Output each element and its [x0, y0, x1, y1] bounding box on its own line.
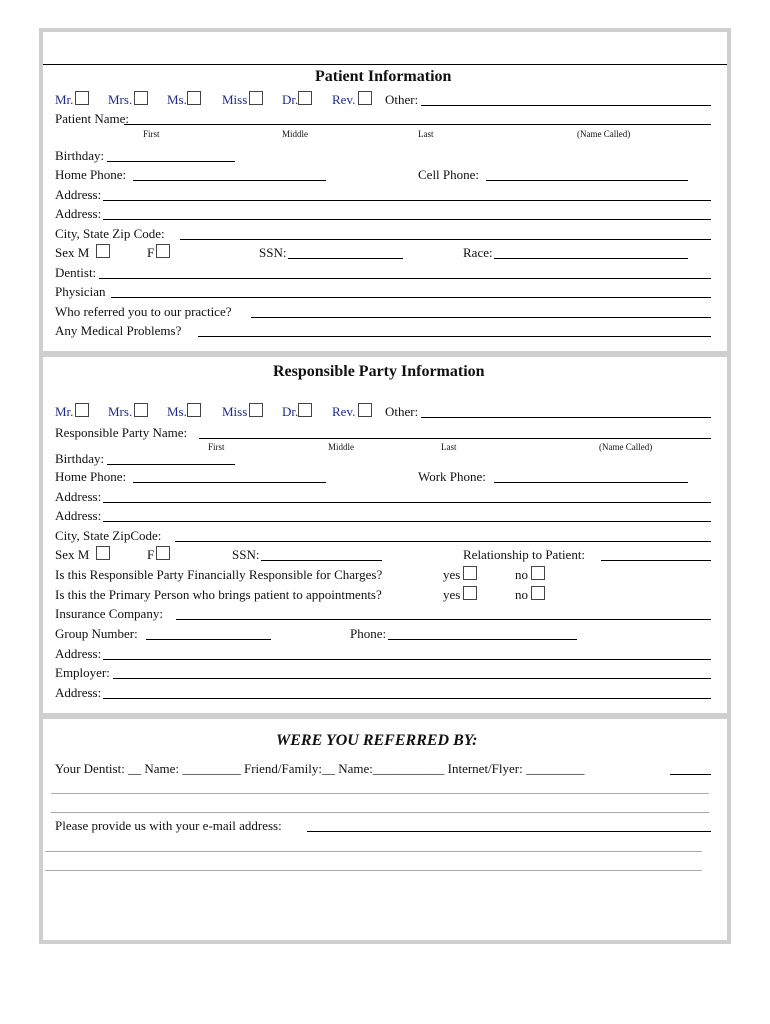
patient-section-title: Patient Information [315, 68, 452, 85]
medical-problems-label: Any Medical Problems? [55, 323, 182, 338]
primary-no-checkbox[interactable] [531, 586, 545, 600]
dr-checkbox[interactable] [298, 91, 312, 105]
relationship-label: Relationship to Patient: [463, 547, 586, 562]
race-field[interactable] [494, 258, 688, 259]
other-label: Other: [385, 92, 419, 107]
birthday-label: Birthday: [55, 148, 105, 163]
home-phone-label: Home Phone: [55, 167, 127, 182]
rp-name-field[interactable] [199, 438, 711, 439]
salutation-mr: Mr. [55, 404, 74, 419]
first-caption: First [208, 442, 225, 452]
last-caption: Last [418, 129, 434, 139]
insurance-address-field[interactable] [103, 659, 711, 660]
salutation-ms: Ms. [167, 92, 187, 107]
rp-address-label: Address: [55, 489, 102, 504]
referral-options-line: Your Dentist: __ Name: _________ Friend/Family:__ Name:___________ Internet/Flyer: _________ [55, 761, 585, 776]
responsible-section-title: Responsible Party Information [273, 363, 485, 380]
address2-label: Address: [55, 206, 102, 221]
physician-label: Physician [55, 284, 106, 299]
referral-notes-line[interactable] [51, 812, 709, 813]
financial-no-checkbox[interactable] [531, 566, 545, 580]
email-notes-line[interactable] [45, 851, 702, 852]
rp-address2-label: Address: [55, 508, 102, 523]
salutation-ms: Ms. [167, 404, 187, 419]
name-called-caption: (Name Called) [599, 442, 653, 452]
rp-sex-f-checkbox[interactable] [156, 546, 170, 560]
medical-problems-field[interactable] [198, 336, 711, 337]
ssn-field[interactable] [288, 258, 403, 259]
city-state-zip-field[interactable] [180, 239, 711, 240]
address-field[interactable] [103, 200, 711, 201]
section-divider [39, 351, 731, 357]
group-number-label: Group Number: [55, 626, 138, 641]
rp-home-phone-label: Home Phone: [55, 469, 127, 484]
other-field[interactable] [421, 105, 711, 106]
insurance-phone-label: Phone: [350, 626, 387, 641]
employer-label: Employer: [55, 665, 110, 680]
address-label: Address: [55, 187, 102, 202]
mrs-checkbox[interactable] [134, 91, 148, 105]
rp-sex-f-label: F [147, 547, 155, 562]
ssn-label: SSN: [259, 245, 287, 260]
salutation-rev: Rev. [332, 92, 356, 107]
rp-address2-field[interactable] [103, 521, 711, 522]
rp-birthday-label: Birthday: [55, 451, 105, 466]
salutation-dr: Dr. [282, 404, 299, 419]
last-caption: Last [441, 442, 457, 452]
address2-field[interactable] [103, 219, 711, 220]
sex-m-checkbox[interactable] [96, 244, 110, 258]
patient-name-field[interactable] [124, 124, 711, 125]
dentist-field[interactable] [99, 278, 711, 279]
rp-ssn-field[interactable] [261, 560, 382, 561]
rev-checkbox[interactable] [358, 91, 372, 105]
primary-no-label: no [515, 587, 528, 602]
rp-sex-m-label: Sex M [55, 547, 90, 562]
salutation-mrs: Mrs. [108, 92, 133, 107]
primary-person-question: Is this the Primary Person who brings patient to appointments? [55, 587, 382, 602]
salutation-mrs: Mrs. [108, 404, 133, 419]
primary-yes-checkbox[interactable] [463, 586, 477, 600]
email-field[interactable] [307, 831, 711, 832]
financial-yes-label: yes [443, 567, 461, 582]
salutation-miss: Miss [222, 404, 248, 419]
referred-label: Who referred you to our practice? [55, 304, 232, 319]
rp-home-phone-field[interactable] [133, 482, 326, 483]
sex-m-label: Sex M [55, 245, 90, 260]
rp-rev-checkbox[interactable] [358, 403, 372, 417]
insurance-address-label: Address: [55, 646, 102, 661]
rp-ms-checkbox[interactable] [187, 403, 201, 417]
salutation-rev: Rev. [332, 404, 356, 419]
salutation-miss: Miss [222, 92, 248, 107]
rp-birthday-field[interactable] [107, 464, 235, 465]
financial-no-label: no [515, 567, 528, 582]
referral-notes-line[interactable] [51, 793, 709, 794]
insurance-company-label: Insurance Company: [55, 606, 163, 621]
rp-miss-checkbox[interactable] [249, 403, 263, 417]
insurance-phone-field[interactable] [388, 639, 577, 640]
referral-section-title: WERE YOU REFERRED BY: [276, 732, 478, 749]
financial-question: Is this Responsible Party Financially Responsible for Charges? [55, 567, 383, 582]
primary-yes-label: yes [443, 587, 461, 602]
dentist-label: Dentist: [55, 265, 97, 280]
rp-ssn-label: SSN: [232, 547, 260, 562]
patient-name-label: Patient Name: [55, 111, 130, 126]
home-phone-field[interactable] [133, 180, 326, 181]
city-state-zip-label: City, State Zip Code: [55, 226, 165, 241]
rp-dr-checkbox[interactable] [298, 403, 312, 417]
birthday-field[interactable] [107, 161, 235, 162]
miss-checkbox[interactable] [249, 91, 263, 105]
rp-sex-m-checkbox[interactable] [96, 546, 110, 560]
financial-yes-checkbox[interactable] [463, 566, 477, 580]
internet-flyer-field[interactable] [670, 774, 711, 775]
rp-address-field[interactable] [103, 502, 711, 503]
first-caption: First [143, 129, 160, 139]
salutation-mr: Mr. [55, 92, 74, 107]
rp-work-phone-label: Work Phone: [418, 469, 486, 484]
email-label: Please provide us with your e-mail address: [55, 818, 282, 833]
employer-address-field[interactable] [103, 698, 711, 699]
rp-other-label: Other: [385, 404, 419, 419]
top-rule [43, 64, 727, 65]
section-divider [39, 713, 731, 719]
insurance-company-field[interactable] [176, 619, 711, 620]
rp-city-state-zip-label: City, State ZipCode: [55, 528, 162, 543]
middle-caption: Middle [328, 442, 354, 452]
rp-other-field[interactable] [421, 417, 711, 418]
cell-phone-label: Cell Phone: [418, 167, 480, 182]
mr-checkbox[interactable] [75, 91, 89, 105]
rp-city-state-zip-field[interactable] [175, 541, 711, 542]
middle-caption: Middle [282, 129, 308, 139]
rp-mr-checkbox[interactable] [75, 403, 89, 417]
rp-name-label: Responsible Party Name: [55, 425, 188, 440]
ms-checkbox[interactable] [187, 91, 201, 105]
sex-f-label: F [147, 245, 155, 260]
salutation-dr: Dr. [282, 92, 299, 107]
physician-field[interactable] [111, 297, 711, 298]
employer-address-label: Address: [55, 685, 102, 700]
cell-phone-field[interactable] [486, 180, 688, 181]
sex-f-checkbox[interactable] [156, 244, 170, 258]
rp-mrs-checkbox[interactable] [134, 403, 148, 417]
name-called-caption: (Name Called) [577, 129, 631, 139]
rp-work-phone-field[interactable] [494, 482, 688, 483]
group-number-field[interactable] [146, 639, 271, 640]
email-notes-line[interactable] [45, 870, 702, 871]
relationship-field[interactable] [601, 560, 711, 561]
referred-field[interactable] [251, 317, 711, 318]
form-frame [39, 28, 731, 944]
race-label: Race: [463, 245, 493, 260]
employer-field[interactable] [113, 678, 711, 679]
